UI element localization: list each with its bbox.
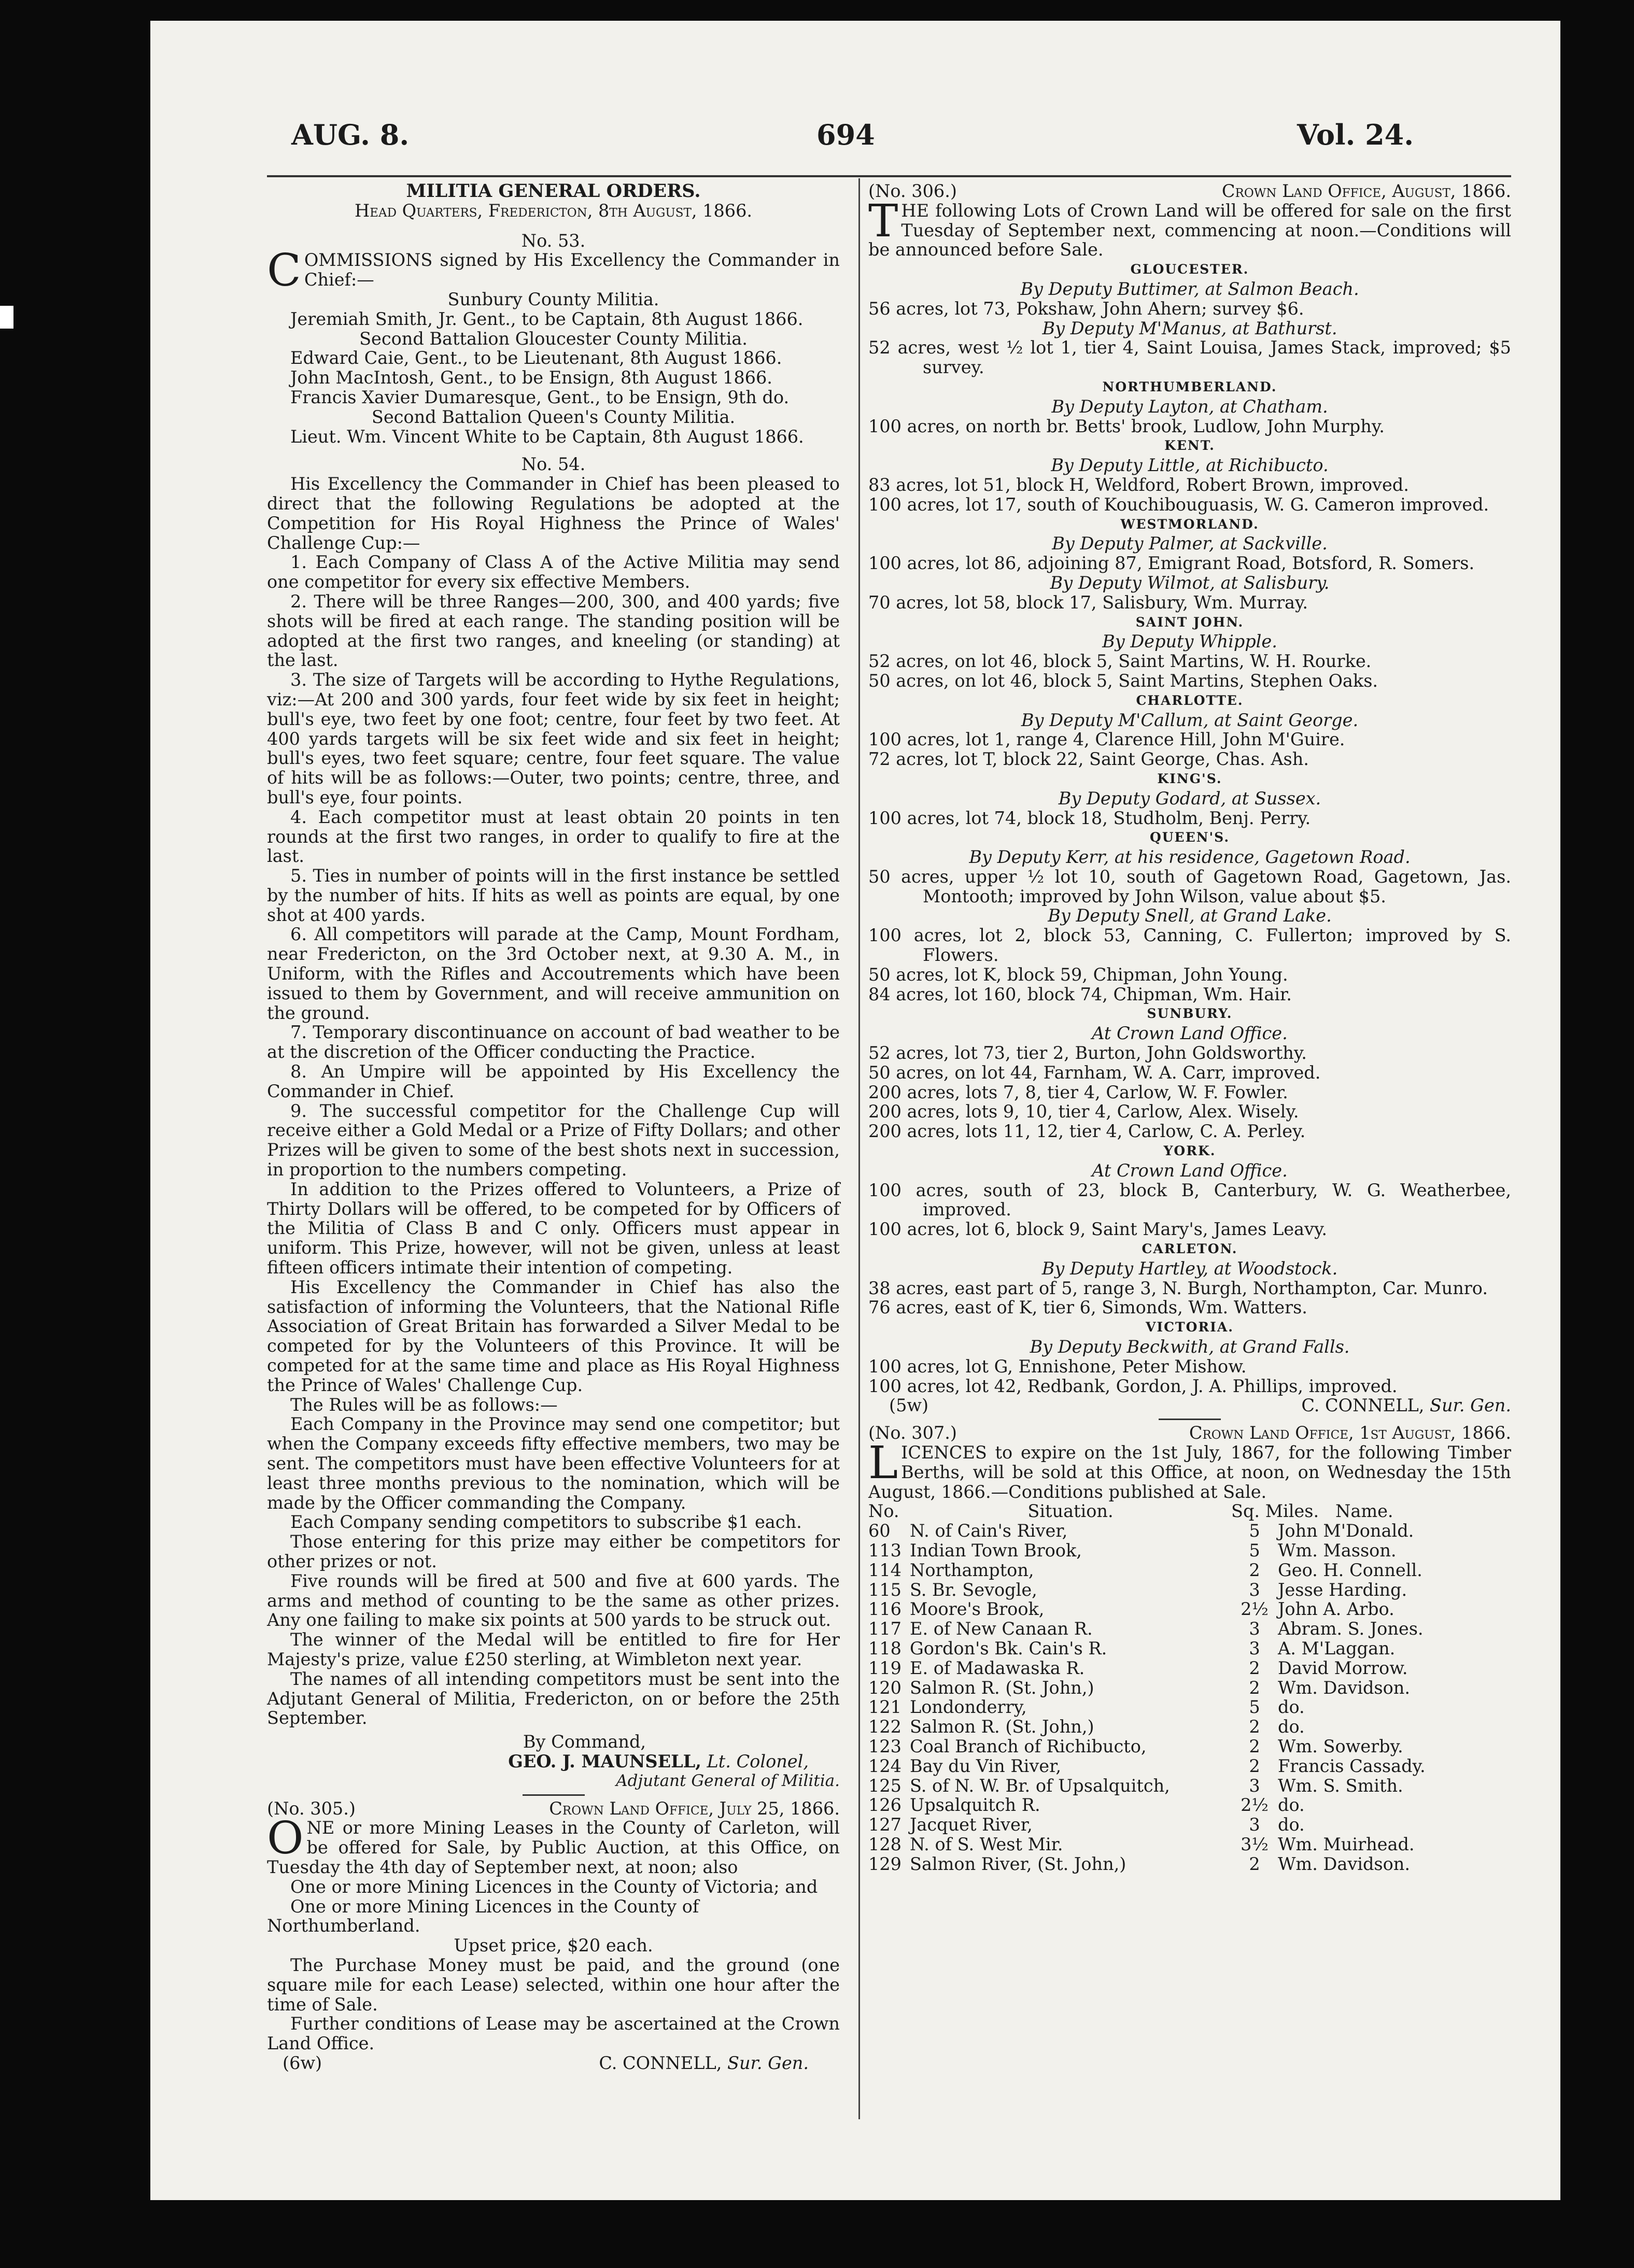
table-row [868,1541,1511,1561]
notice-305-intro [267,1812,840,1877]
notice-305-header [267,1799,840,1819]
header-rule [267,175,1511,177]
berth-situation: Indian Town Brook, [910,1540,1082,1561]
lot-entry: 72 acres, lot T, block 22, Saint George, Chas. Ash. [868,749,1309,770]
table-row [868,1678,1511,1698]
militia-dateline: Head Quarters, Fredericton, 8th August, 1866. [354,200,753,221]
section-rule [523,1794,585,1796]
unit-heading: Second Battalion Queen's County Militia. [371,406,736,427]
regulation-paragraph: The names of all intending competitors must be sent into the Adjutant General of Militia, Fredericton, on or before the 25th September. [267,1668,840,1728]
berth-number: 126 [868,1795,901,1816]
berth-miles: 2 [1249,1560,1260,1580]
berth-name: do. [1278,1697,1305,1718]
berth-number: 125 [868,1775,901,1796]
signer-rank: Lt. Colonel, [707,1751,809,1771]
deputy-line: By Deputy Buttimer, at Salmon Beach. [1020,278,1359,299]
county-heading: KENT. [1164,438,1215,453]
commission-units [267,290,840,446]
table-row [868,1717,1511,1737]
table-row [868,1737,1511,1756]
commission-line: John MacIntosh, Gent., to be Ensign, 8th August 1866. [290,367,772,388]
lot-entry: 100 acres, lot 1, range 4, Clarence Hill, John M'Guire. [868,729,1345,750]
signer-title: Adjutant General of Militia. [616,1771,840,1790]
notice-number: (No. 306.) [868,181,957,201]
deputy-line: By Deputy Beckwith, at Grand Falls. [1030,1337,1350,1357]
lot-entry: 38 acres, east part of 5, range 3, N. Burgh, Northampton, Car. Munro. [868,1278,1488,1298]
deputy-line: At Crown Land Office. [1092,1160,1288,1181]
intro-text: ICENCES to expire on the 1st July, 1867, for the following Timber Berths, will be sold at this Office, at noon, on Wednesday the 15th August, 1866.—Conditions published at Sale. [868,1442,1511,1502]
berth-number: 122 [868,1717,901,1737]
berth-name: do. [1278,1815,1305,1835]
col-name: Name. [1335,1501,1393,1522]
signer-name: C. CONNELL, [599,2052,722,2073]
order-54-number: No. 54. [521,454,586,475]
lot-entry: 52 acres, west ½ lot 1, tier 4, Saint Louisa, James Stack, improved; $5 survey. [868,337,1511,378]
berth-miles: 2 [1249,1755,1260,1776]
berth-number: 118 [868,1638,901,1659]
lot-entry: 100 acres, lot 86, adjoining 87, Emigrant Road, Botsford, R. Somers. [868,553,1475,574]
berth-name: Geo. H. Connell. [1278,1560,1422,1580]
regulation-paragraph: 5. Ties in number of points will in the first instance be settled by the number of hits. If hits as well as points are equal, by one shot at 400 yards. [267,866,840,925]
issue-date: AUG. 8. [291,118,410,151]
berth-situation: Salmon R. (St. John,) [910,1717,1094,1737]
berth-number: 115 [868,1579,901,1600]
berth-situation: Jacquet River, [910,1815,1033,1835]
dropcap: T [868,195,898,247]
notice-305-line3: One or more Mining Licences in the County of Northumberland. [267,1896,699,1936]
berth-name: Francis Cassady. [1278,1755,1426,1776]
table-row [868,1639,1511,1659]
table-row [868,1854,1511,1874]
upset-price: Upset price, $20 each. [454,1935,653,1956]
berth-situation: S. of N. W. Br. of Upsalquitch, [910,1775,1170,1796]
berth-situation: Londonderry, [910,1697,1027,1718]
unit-heading: Second Battalion Gloucester County Militia. [359,328,748,349]
lot-entry: 100 acres, lot G, Ennishone, Peter Mishow. [868,1356,1247,1377]
berth-name: Wm. Davidson. [1278,1677,1410,1698]
left-column [267,181,840,2073]
berth-name: A. M'Laggan. [1278,1638,1396,1659]
notice-office: Crown Land Office, 1st August, 1866. [1189,1423,1511,1443]
berth-situation: Bay du Vin River, [910,1755,1062,1776]
regulation-paragraph: The winner of the Medal will be entitled to fire for Her Majesty's prize, value £250 sterling, at Wimbleton next year. [267,1629,840,1669]
regulation-paragraph: 9. The successful competitor for the Challenge Cup will receive either a Gold Medal or a Prize of Fifty Dollars; and other Prizes will be given to some of the best shots next in succession, in proportion to the numbers competing. [267,1100,840,1180]
newspaper-page [150,21,1560,2200]
regulation-paragraph: In addition to the Prizes offered to Volunteers, a Prize of Thirty Dollars will be offered, to be competed for by Officers of the Militia of Class B and C only. Officers must appear in uniform. This Prize, however, will not be given, unless at least fifteen officers intimate their intention of competing. [267,1179,840,1278]
berth-situation: Salmon R. (St. John,) [910,1677,1094,1698]
berth-situation: Moore's Brook, [910,1599,1045,1620]
page-number: 694 [816,118,875,151]
regulation-paragraph: 3. The size of Targets will be according to Hythe Regulations, viz:—At 200 and 300 yards, four feet wide by six feet in height; bull's eye, two feet by one foot; centre, four feet by two feet. At 400 yards targets will be six feet wide and six feet in height; bull's eyes, two feet square; centre, four feet square. The value of hits will be as follows:—Outer, two points; centre, three, and bull's eye, four points. [267,670,840,807]
berth-number: 60 [868,1521,891,1541]
table-row [868,1561,1511,1580]
intro-text: HE following Lots of Crown Land will be offered for sale on the first Tuesday of September next, commencing at noon.—Conditions will be announced before Sale. [868,200,1511,260]
berth-miles: 3 [1249,1775,1260,1796]
berth-number: 124 [868,1755,901,1776]
county-heading: CHARLOTTE. [1136,692,1244,708]
berth-miles: 2 [1249,1853,1260,1874]
berth-name: Wm. Masson. [1278,1540,1397,1561]
county-heading: KING'S. [1157,771,1222,786]
berth-name: John M'Donald. [1278,1521,1414,1541]
county-heading: NORTHUMBERLAND. [1102,379,1277,394]
berth-situation: N. of S. West Mir. [910,1834,1063,1854]
table-row [868,1521,1511,1541]
deputy-line: By Deputy Wilmot, at Salisbury. [1050,572,1330,593]
notice-number: (No. 307.) [868,1423,957,1443]
lot-entry: 200 acres, lots 11, 12, tier 4, Carlow, C. A. Perley. [868,1121,1306,1142]
notice-number: (No. 305.) [267,1798,356,1819]
notice-306-intro [868,195,1511,260]
deputy-line: By Deputy Little, at Richibucto. [1051,455,1329,476]
berth-miles: 3 [1249,1619,1260,1639]
county-heading: SUNBURY. [1147,1006,1233,1022]
table-row [868,1580,1511,1600]
berth-number: 117 [868,1619,901,1639]
dropcap: O [267,1812,304,1865]
berth-situation: Upsalquitch R. [910,1795,1040,1816]
deputy-line: By Deputy Hartley, at Woodstock. [1041,1258,1338,1279]
regulation-paragraph: 4. Each competitor must at least obtain 20 points in ten rounds at the first two ranges, in order to qualify to fire at the last. [267,806,840,867]
regulation-paragraph: His Excellency the Commander in Chief has also the satisfaction of informing the Volunteers, that the National Rifle Association of Great Britain has forwarded a Silver Medal to be competed for by the Volunteers of this Province. It will be competed for at the same time and place as His Royal Highness the Prince of Wales' Challenge Cup. [267,1277,840,1395]
intro-text: OMMISSIONS signed by His Excellency the Commander in Chief:— [304,250,840,290]
county-heading: GLOUCESTER. [1130,262,1249,277]
order-53-number: No. 53. [521,230,586,251]
table-row [868,1599,1511,1619]
col-miles: Sq. Miles. [1231,1501,1319,1522]
berth-situation: Northampton, [910,1560,1034,1580]
deputy-line: By Deputy M'Callum, at Saint George. [1021,710,1359,730]
berth-number: 120 [868,1677,901,1698]
berth-situation: Coal Branch of Richibucto, [910,1736,1147,1756]
regulation-paragraph: 6. All competitors will parade at the Camp, Mount Fordham, near Fredericton, on the 3rd October next, at 9.30 A. M., in Uniform, with the Rifles and Accoutrements which have been issued to them by Government, and will receive ammunition on the ground. [267,924,840,1023]
deputy-line: At Crown Land Office. [1092,1023,1288,1044]
lot-entry: 52 acres, lot 73, tier 2, Burton, John Goldsworthy. [868,1043,1307,1064]
lot-entry: 100 acres, lot 42, Redbank, Gordon, J. A. Phillips, improved. [868,1376,1398,1396]
berth-miles: 2½ [1241,1599,1269,1620]
lot-entry: 100 acres, lot 6, block 9, Saint Mary's, James Leavy. [868,1219,1328,1240]
deputy-line: By Deputy Layton, at Chatham. [1051,396,1328,417]
berth-miles: 3½ [1241,1834,1269,1854]
scan-edge-tab [0,306,13,329]
volume-number: Vol. 24. [1297,118,1414,151]
berth-miles: 5 [1249,1697,1260,1718]
commission-line: Francis Xavier Dumaresque, Gent., to be Ensign, 9th do. [290,387,790,407]
berth-name: do. [1278,1717,1305,1737]
regulation-paragraph: 7. Temporary discontinuance on account of bad weather to be at the discretion of the Officer conducting the Practice. [267,1022,840,1062]
table-row [868,1795,1511,1815]
berth-situation: N. of Cain's River, [910,1521,1068,1541]
notice-office: Crown Land Office, August, 1866. [1221,181,1511,201]
berth-miles: 2½ [1241,1795,1269,1816]
purchase-terms: The Purchase Money must be paid, and the ground (one square mile for each Lease) selected, within one hour after the time of Sale. [267,1954,840,2015]
regulation-paragraph: Each Company sending competitors to subscribe $1 each. [290,1512,802,1533]
regulation-paragraph: Five rounds will be fired at 500 and five at 600 yards. The arms and method of counting to be the same as other prizes. Any one failing to make six points at 500 yards to be struck out. [267,1570,840,1631]
column-divider [858,178,860,2119]
signature-line [267,1752,840,1771]
berth-number: 116 [868,1599,901,1620]
regulation-paragraph: 8. An Umpire will be appointed by His Excellency the Commander in Chief. [267,1061,840,1101]
notice-306-header [868,181,1511,201]
lot-entry: 83 acres, lot 51, block H, Weldford, Robert Brown, improved. [868,474,1409,495]
berth-number: 128 [868,1834,901,1854]
table-row [868,1697,1511,1717]
berth-name: John A. Arbo. [1278,1599,1394,1620]
berth-number: 123 [868,1736,901,1756]
county-heading: CARLETON. [1142,1241,1238,1257]
signer-title: Sur. Gen. [1430,1395,1511,1416]
lot-entry: 50 acres, on lot 44, Farnham, W. A. Carr, improved. [868,1062,1321,1083]
table-row [868,1835,1511,1854]
berth-miles: 2 [1249,1717,1260,1737]
deputy-line: By Deputy Snell, at Grand Lake. [1048,905,1332,926]
deputy-line: By Deputy Godard, at Sussex. [1058,788,1321,809]
notice-307-intro [868,1437,1511,1502]
berth-situation: Salmon River, (St. John,) [910,1853,1126,1874]
deputy-line: By Deputy Whipple. [1102,631,1277,652]
intro-text: NE or more Mining Leases in the County of Carleton, will be offered for Sale, by Public Auction, at this Office, on Tuesday the 4th day of September next, at noon; also [267,1818,840,1877]
dropcap: C [267,245,301,297]
commission-line: Edward Caie, Gent., to be Lieutenant, 8th August 1866. [290,348,782,368]
signer-name: C. CONNELL, [1301,1395,1425,1416]
notice-305-line2: One or more Mining Licences in the County of Victoria; and [290,1876,818,1897]
table-row [868,1659,1511,1678]
militia-title: MILITIA GENERAL ORDERS. [406,180,701,202]
berth-number: 121 [868,1697,901,1718]
signer-title: Sur. Gen. [727,2052,809,2073]
berth-situation: S. Br. Sevogle, [910,1579,1037,1600]
berth-name: Wm. Muirhead. [1278,1834,1415,1854]
lot-entry: 52 acres, on lot 46, block 5, Saint Martins, W. H. Rourke. [868,651,1372,672]
berth-miles: 5 [1249,1540,1260,1561]
lot-entry: 50 acres, upper ½ lot 10, south of Gagetown Road, Gagetown, Jas. Montooth; improved by John Wilson, value about $5. [868,866,1511,906]
berth-miles: 2 [1249,1736,1260,1756]
deputy-line: By Deputy Palmer, at Sackville. [1052,533,1328,554]
berth-miles: 3 [1249,1815,1260,1835]
berth-situation: E. of New Canaan R. [910,1619,1093,1639]
lot-entry: 200 acres, lots 9, 10, tier 4, Carlow, Alex. Wisely. [868,1101,1299,1122]
berth-number: 113 [868,1540,901,1561]
regulation-paragraph: The Rules will be as follows:— [290,1394,558,1415]
section-rule [1159,1419,1221,1420]
deputy-line: By Deputy Kerr, at his residence, Gagetown Road. [969,847,1411,868]
lot-entry: 70 acres, lot 58, block 17, Salisbury, Wm. Murray. [868,592,1308,613]
lot-entry: 100 acres, south of 23, block B, Canterbury, W. G. Weatherbee, improved. [868,1180,1511,1220]
notice-code: (5w) [889,1395,929,1416]
berth-name: David Morrow. [1278,1657,1408,1678]
county-heading: VICTORIA. [1146,1320,1234,1335]
berth-number: 127 [868,1815,901,1835]
regulation-paragraph: Each Company in the Province may send one competitor; but when the Company exceeds fifty effective members, two may be sent. The competitors must have been effective Volunteers for at least three months previous to the nomination, which will be made by the Officer commanding the Company. [267,1414,840,1513]
berth-number: 129 [868,1853,901,1874]
lot-entry: 100 acres, lot 74, block 18, Studholm, Benj. Perry. [868,807,1311,828]
notice-office: Crown Land Office, July 25, 1866. [549,1798,840,1819]
county-heading: QUEEN'S. [1149,830,1230,845]
regulation-paragraph: Those entering for this prize may either be competitors for other prizes or not. [267,1532,840,1571]
berth-miles: 2 [1249,1657,1260,1678]
county-heading: SAINT JOHN. [1135,614,1244,630]
berth-name: Wm. Davidson. [1278,1853,1410,1874]
lot-entry: 200 acres, lots 7, 8, tier 4, Carlow, W. F. Fowler. [868,1082,1288,1102]
table-row [868,1619,1511,1639]
berth-miles: 3 [1249,1638,1260,1659]
lot-entry: 100 acres, lot 2, block 53, Canning, C. Fullerton; improved by S. Flowers. [868,925,1511,966]
lot-entry: 50 acres, lot K, block 59, Chipman, John Young. [868,964,1288,985]
berth-name: Wm. S. Smith. [1278,1775,1403,1796]
lot-entry: 56 acres, lot 73, Pokshaw, John Ahern; survey $6. [868,298,1304,319]
lot-entry: 50 acres, on lot 46, block 5, Saint Martins, Stephen Oaks. [868,670,1378,691]
berth-miles: 2 [1249,1677,1260,1698]
berth-number: 119 [868,1657,901,1678]
table-header [868,1501,1511,1521]
by-command: By Command, [523,1732,646,1752]
right-column [868,181,1511,1874]
col-miles-name [1231,1501,1511,1521]
notice-307-header [868,1423,1511,1443]
lot-entry: 100 acres, lot 17, south of Kouchibouguasis, W. G. Cameron improved. [868,494,1489,515]
regulation-paragraph: 2. There will be three Ranges—200, 300, and 400 yards; five shots will be fired at each range. The standing position will be adopted at the first two ranges, and kneeling (or standing) at the last. [267,591,840,671]
crown-land-lots [868,260,1511,1396]
notice-305-footer [267,2053,840,2073]
table-row [868,1776,1511,1796]
table-row [868,1756,1511,1776]
regulation-paragraph: His Excellency the Commander in Chief has been pleased to direct that the following Regulations be adopted at the Competition for His Royal Highness the Prince of Wales' Challenge Cup:— [267,474,840,553]
berth-miles: 3 [1249,1579,1260,1600]
county-heading: WESTMORLAND. [1120,516,1259,532]
berth-miles: 5 [1249,1521,1260,1541]
notice-code: (6w) [283,2052,322,2073]
unit-heading: Sunbury County Militia. [447,289,659,309]
lot-entry: 76 acres, east of K, tier 6, Simonds, Wm. Watters. [868,1297,1307,1318]
county-heading: YORK. [1163,1143,1216,1159]
berth-name: Jesse Harding. [1278,1579,1407,1600]
lot-entry: 100 acres, on north br. Betts' brook, Ludlow, John Murphy. [868,416,1385,436]
berth-situation: E. of Madawaska R. [910,1657,1085,1678]
berth-situation: Gordon's Bk. Cain's R. [910,1638,1107,1659]
deputy-line: By Deputy M'Manus, at Bathurst. [1042,318,1337,338]
table-row [868,1815,1511,1835]
lot-entry: 84 acres, lot 160, block 74, Chipman, Wm. Hair. [868,984,1292,1004]
berth-number: 114 [868,1560,901,1580]
order-54-regulations [267,474,840,1728]
berth-name: do. [1278,1795,1305,1816]
further-conditions: Further conditions of Lease may be ascertained at the Crown Land Office. [267,2014,840,2054]
dropcap: L [868,1437,898,1489]
signer-name: GEO. J. MAUNSELL, [508,1751,701,1771]
commission-line: Lieut. Wm. Vincent White to be Captain, 8th August 1866. [290,426,804,447]
berth-name: Wm. Sowerby. [1278,1736,1403,1756]
col-situation: Situation. [1027,1501,1114,1522]
commission-line: Jeremiah Smith, Jr. Gent., to be Captain, 8th August 1866. [290,308,804,329]
timber-berths-table [868,1501,1511,1874]
notice-306-footer [868,1396,1511,1415]
berth-name: Abram. S. Jones. [1278,1619,1424,1639]
col-no: No. [868,1501,899,1522]
order-53-intro [267,245,840,297]
regulation-paragraph: 1. Each Company of Class A of the Active Militia may send one competitor for every six effective Members. [267,552,840,592]
